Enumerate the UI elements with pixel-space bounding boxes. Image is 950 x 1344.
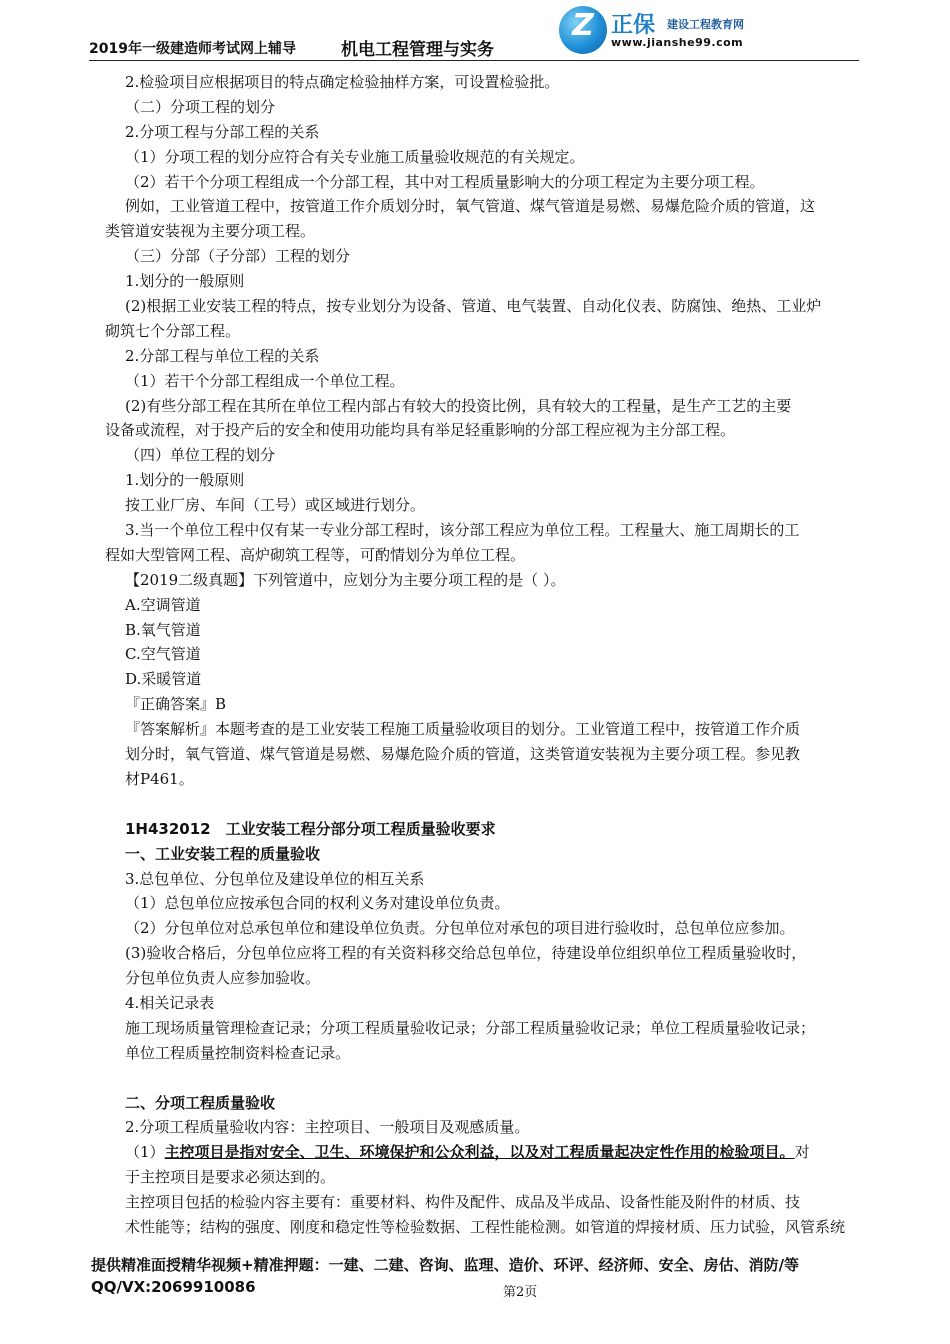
paragraph: 砌筑七个分部工程。	[105, 321, 241, 340]
option-d: D.采暖管道	[125, 670, 202, 689]
paragraph: 程如大型管网工程、高炉砌筑工程等，可酌情划分为单位工程。	[105, 545, 526, 564]
paragraph: （2）若干个分项工程组成一个分部工程，其中对工程质量影响大的分项工程定为主要分项工程。	[125, 172, 765, 191]
section-heading: 一、工业安装工程的质量验收	[125, 844, 321, 863]
text: 对	[794, 1143, 810, 1162]
paragraph: 3.当一个单位工程中仅有某一专业分部工程时，该分部工程应为单位工程。工程量大、施工周期长的工	[125, 521, 800, 540]
option-a: A.空调管道	[125, 595, 201, 614]
paragraph: 术性能等；结构的强度、刚度和稳定性等检验数据、工程性能检测。如管道的焊接材质、压力试验，风管系统	[125, 1217, 846, 1236]
item-number: （1）	[125, 1143, 165, 1162]
page-header	[89, 0, 859, 62]
section-heading: （二）分项工程的划分	[125, 97, 276, 116]
paragraph: 于主控项目是要求必须达到的。	[125, 1168, 336, 1187]
answer-analysis: 『答案解析』本题考查的是工业安装工程施工质量验收项目的划分。工业管道工程中，按管道工作介质	[125, 720, 801, 739]
exam-question: 【2019二级真题】下列管道中，应划分为主要分项工程的是（ ）。	[125, 570, 566, 589]
header-subject-title: 机电工程管理与实务	[341, 40, 494, 60]
paragraph: 设备或流程，对于投产后的安全和使用功能均具有举足轻重影响的分部工程应视为主分部工程。	[105, 421, 736, 440]
paragraph: 类管道安装视为主要分项工程。	[105, 222, 316, 241]
paragraph: 单位工程质量控制资料检查记录。	[125, 1043, 351, 1062]
paragraph: (2)根据工业安装工程的特点，按专业划分为设备、管道、电气装置、自动化仪表、防腐蚀、绝热、工业炉	[125, 297, 822, 316]
page-number: 第2页	[503, 1285, 538, 1300]
logo-url: www.jianshe99.com	[611, 36, 744, 49]
logo-letter: Z	[572, 8, 594, 43]
logo-brand: 正保	[611, 13, 656, 38]
paragraph: 例如，工业管道工程中，按管道工作介质划分时，氧气管道、煤气管道是易燃、易爆危险介质的管道，这	[125, 197, 816, 216]
footer-contact: QQ/VX:2069910086	[91, 1278, 256, 1296]
paragraph: （1）总包单位应按承包合同的权利义务对建设单位负责。	[125, 894, 510, 913]
paragraph: 4.相关记录表	[125, 993, 215, 1012]
answer-analysis: 材P461。	[125, 769, 194, 788]
paragraph	[105, 1140, 865, 1165]
paragraph: 分包单位负责人应参加验收。	[125, 969, 321, 988]
paragraph: (2)有些分部工程在其所在单位工程内部占有较大的投资比例，具有较大的工程量，是生产工艺的主要	[125, 396, 792, 415]
paragraph: 1.划分的一般原则	[125, 272, 245, 291]
paragraph: 1.划分的一般原则	[125, 471, 245, 490]
paragraph: (3)验收合格后，分包单位应将工程的有关资料移交给总包单位，待建设单位组织单位工程质量验收时，	[125, 944, 807, 963]
header-divider	[89, 60, 859, 61]
option-c: C.空气管道	[125, 645, 201, 664]
paragraph: （1）分项工程的划分应符合有关专业施工质量验收规范的有关规定。	[125, 147, 585, 166]
paragraph: 主控项目包括的检验内容主要有：重要材料、构件及配件、成品及半成品、设备性能及附件的材质、技	[125, 1193, 801, 1212]
paragraph: 3.总包单位、分包单位及建设单位的相互关系	[125, 869, 425, 888]
paragraph: 2.检验项目应根据项目的特点确定检验抽样方案，可设置检验批。	[125, 73, 560, 91]
section-heading: （三）分部（子分部）工程的划分	[125, 247, 351, 266]
paragraph: 施工现场质量管理检查记录；分项工程质量验收记录；分部工程质量验收记录；单位工程质量验收记录；	[125, 1018, 816, 1037]
paragraph: 2.分项工程质量验收内容：主控项目、一般项目及观感质量。	[125, 1118, 530, 1137]
logo	[559, 6, 769, 56]
correct-answer: 『正确答案』B	[125, 695, 227, 714]
section-heading: 二、分项工程质量验收	[125, 1093, 276, 1112]
paragraph: 2.分项工程与分部工程的关系	[125, 122, 320, 141]
option-b: B.氧气管道	[125, 620, 201, 639]
answer-analysis: 划分时，氧气管道、煤气管道是易燃、易爆危险介质的管道，这类管道安装视为主要分项工程。参见教	[125, 745, 801, 764]
document-body	[105, 70, 865, 1240]
logo-subtitle: 建设工程教育网	[667, 18, 744, 31]
header-exam-title: 2019年一级建造师考试网上辅导	[89, 41, 296, 57]
paragraph: 按工业厂房、车间（工号）或区域进行划分。	[125, 496, 426, 515]
section-heading: （四）单位工程的划分	[125, 446, 276, 465]
paragraph: 2.分部工程与单位工程的关系	[125, 346, 320, 365]
footer-ad: 提供精准面授精华视频+精准押题：一建、二建、咨询、监理、造价、环评、经济师、安全、房估、消防/等	[91, 1256, 800, 1274]
paragraph: （2）分包单位对总承包单位和建设单位负责。分包单位对承包的项目进行验收时，总包单位应参加。	[125, 919, 795, 938]
section-code-heading: 1H432012 工业安装工程分部分项工程质量验收要求	[125, 819, 496, 838]
highlighted-definition: 主控项目是指对安全、卫生、环境保护和公众利益，以及对工程质量起决定性作用的检验项目。	[164, 1143, 795, 1162]
paragraph: （1）若干个分部工程组成一个单位工程。	[125, 371, 405, 390]
